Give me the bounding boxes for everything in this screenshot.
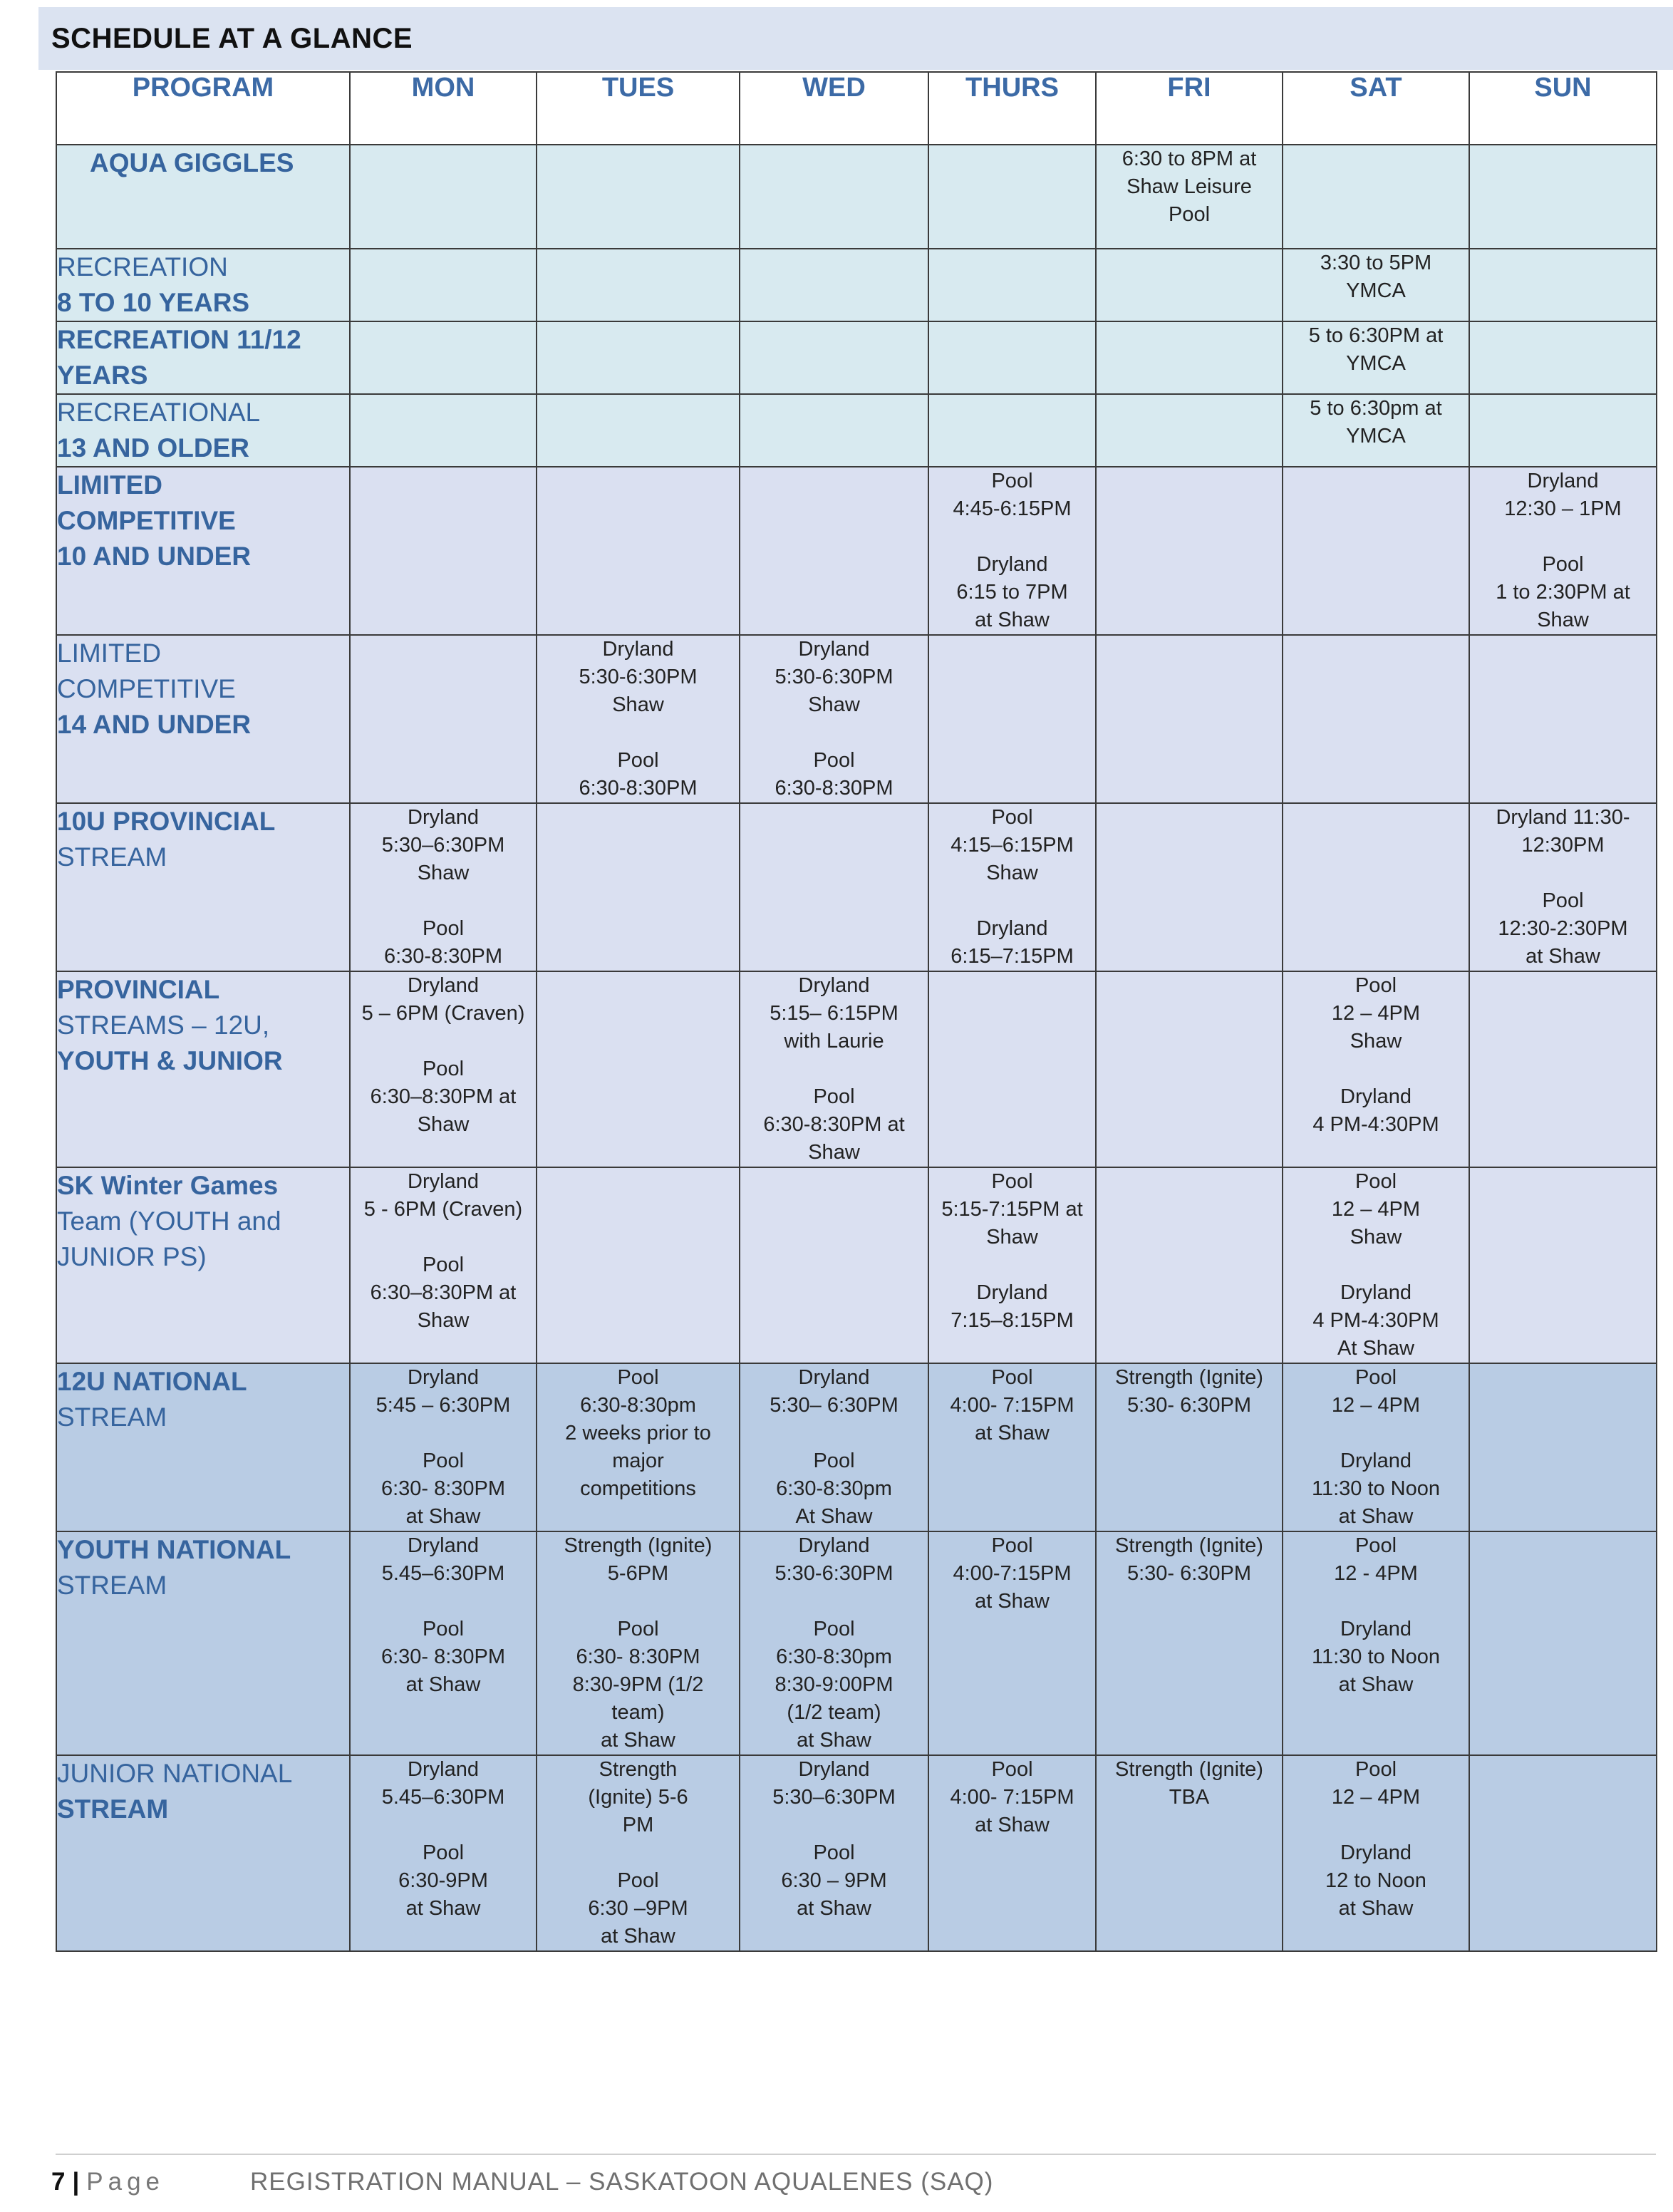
- program-line: STREAM: [57, 842, 167, 872]
- schedule-cell-tues: [537, 467, 740, 635]
- schedule-cell-sat: [1283, 803, 1469, 971]
- schedule-cell-sat: Pool 12 – 4PM Shaw Dryland 4 PM-4:30PM: [1283, 971, 1469, 1167]
- schedule-cell-sun: [1469, 1167, 1657, 1363]
- schedule-cell-mon: Dryland 5:45 – 6:30PM Pool 6:30- 8:30PM at Shaw: [350, 1363, 537, 1531]
- schedule-row: [56, 145, 1657, 249]
- schedule-cell-sat: Pool 12 – 4PM Dryland 11:30 to Noon at Shaw: [1283, 1363, 1469, 1531]
- schedule-cell-sun: [1469, 1755, 1657, 1951]
- header-sun: SUN: [1469, 72, 1657, 145]
- schedule-cell-fri: [1096, 971, 1283, 1167]
- schedule-cell-thurs: Pool 4:00- 7:15PM at Shaw: [928, 1363, 1096, 1531]
- schedule-cell-wed: [740, 249, 928, 321]
- schedule-cell-tues: Strength (Ignite) 5-6PM Pool 6:30- 8:30PM 8:30-9PM (1/2 team) at Shaw: [537, 1531, 740, 1755]
- header-mon: MON: [350, 72, 537, 145]
- schedule-cell-thurs: [928, 145, 1096, 249]
- header-thurs: THURS: [928, 72, 1096, 145]
- schedule-cell-sun: [1469, 971, 1657, 1167]
- schedule-cell-sun: [1469, 394, 1657, 467]
- schedule-cell-fri: 6:30 to 8PM at Shaw Leisure Pool: [1096, 145, 1283, 249]
- schedule-cell-sat: [1283, 145, 1469, 249]
- schedule-cell-thurs: [928, 321, 1096, 394]
- schedule-cell-thurs: Pool 4:00- 7:15PM at Shaw: [928, 1755, 1096, 1951]
- schedule-cell-wed: [740, 1167, 928, 1363]
- schedule-cell-sun: [1469, 321, 1657, 394]
- program-line: LIMITED: [57, 470, 162, 500]
- schedule-cell-thurs: [928, 635, 1096, 803]
- schedule-cell-wed: Dryland 5:15– 6:15PM with Laurie Pool 6:30-8:30PM at Shaw: [740, 971, 928, 1167]
- footer-separator: |: [72, 2168, 80, 2196]
- page-number: 7: [51, 2168, 66, 2196]
- program-line: 13 AND OLDER: [57, 433, 250, 462]
- program-line: 10U PROVINCIAL: [57, 807, 276, 836]
- schedule-cell-fri: [1096, 635, 1283, 803]
- schedule-cell-tues: [537, 971, 740, 1167]
- schedule-cell-thurs: [928, 394, 1096, 467]
- schedule-cell-wed: Dryland 5:30-6:30PM Pool 6:30-8:30pm 8:30-9:00PM (1/2 team) at Shaw: [740, 1531, 928, 1755]
- program-name: [56, 971, 350, 1167]
- program-line: SK Winter Games: [57, 1171, 279, 1200]
- program-name: [56, 321, 350, 394]
- schedule-cell-wed: [740, 803, 928, 971]
- schedule-cell-tues: Pool 6:30-8:30pm 2 weeks prior to major competitions: [537, 1363, 740, 1531]
- schedule-cell-wed: Dryland 5:30– 6:30PM Pool 6:30-8:30pm At Shaw: [740, 1363, 928, 1531]
- schedule-cell-sun: Dryland 11:30- 12:30PM Pool 12:30-2:30PM at Shaw: [1469, 803, 1657, 971]
- schedule-cell-tues: [537, 145, 740, 249]
- program-line: AQUA GIGGLES: [90, 148, 294, 177]
- footer-divider: [56, 2154, 1656, 2155]
- schedule-cell-sat: Pool 12 – 4PM Shaw Dryland 4 PM-4:30PM At Shaw: [1283, 1167, 1469, 1363]
- program-name: [56, 635, 350, 803]
- schedule-cell-sun: [1469, 635, 1657, 803]
- header-fri: FRI: [1096, 72, 1283, 145]
- schedule-row: [56, 321, 1657, 394]
- program-line: STREAM: [57, 1794, 169, 1824]
- schedule-cell-thurs: [928, 971, 1096, 1167]
- schedule-row: [56, 394, 1657, 467]
- page-footer: [51, 2168, 993, 2196]
- schedule-cell-tues: Dryland 5:30-6:30PM Shaw Pool 6:30-8:30PM: [537, 635, 740, 803]
- program-name: [56, 1363, 350, 1531]
- schedule-cell-tues: Strength (Ignite) 5-6 PM Pool 6:30 –9PM at Shaw: [537, 1755, 740, 1951]
- schedule-cell-wed: Dryland 5:30-6:30PM Shaw Pool 6:30-8:30PM: [740, 635, 928, 803]
- program-line: RECREATIONAL: [57, 398, 261, 427]
- schedule-cell-mon: [350, 321, 537, 394]
- schedule-cell-tues: [537, 394, 740, 467]
- header-wed: WED: [740, 72, 928, 145]
- schedule-cell-mon: Dryland 5.45–6:30PM Pool 6:30- 8:30PM at Shaw: [350, 1531, 537, 1755]
- schedule-row: [56, 1167, 1657, 1363]
- schedule-row: [56, 1363, 1657, 1531]
- schedule-cell-fri: [1096, 467, 1283, 635]
- program-name: [56, 803, 350, 971]
- schedule-cell-wed: [740, 394, 928, 467]
- program-line: JUNIOR PS): [57, 1242, 207, 1271]
- schedule-cell-tues: [537, 1167, 740, 1363]
- schedule-cell-fri: [1096, 394, 1283, 467]
- schedule-cell-fri: Strength (Ignite) TBA: [1096, 1755, 1283, 1951]
- schedule-cell-thurs: Pool 5:15-7:15PM at Shaw Dryland 7:15–8:15PM: [928, 1167, 1096, 1363]
- schedule-cell-sun: [1469, 1531, 1657, 1755]
- schedule-cell-sun: [1469, 1363, 1657, 1531]
- program-name: [56, 467, 350, 635]
- schedule-row: [56, 1531, 1657, 1755]
- schedule-cell-mon: [350, 145, 537, 249]
- schedule-cell-sat: Pool 12 – 4PM Dryland 12 to Noon at Shaw: [1283, 1755, 1469, 1951]
- schedule-cell-thurs: Pool 4:15–6:15PM Shaw Dryland 6:15–7:15PM: [928, 803, 1096, 971]
- program-line: 8 TO 10 YEARS: [57, 288, 250, 317]
- schedule-cell-sun: [1469, 145, 1657, 249]
- program-line: YOUTH & JUNIOR: [57, 1046, 283, 1075]
- program-line: JUNIOR NATIONAL: [57, 1759, 293, 1788]
- schedule-row: [56, 971, 1657, 1167]
- schedule-cell-sun: [1469, 249, 1657, 321]
- header-tues: TUES: [537, 72, 740, 145]
- program-line: 10 AND UNDER: [57, 542, 252, 571]
- schedule-cell-sat: [1283, 467, 1469, 635]
- program-line: YEARS: [57, 361, 148, 390]
- schedule-cell-mon: [350, 467, 537, 635]
- header-row: [56, 72, 1657, 145]
- program-line: Team (YOUTH and: [57, 1206, 281, 1236]
- schedule-cell-mon: Dryland 5:30–6:30PM Shaw Pool 6:30-8:30PM: [350, 803, 537, 971]
- program-line: COMPETITIVE: [57, 674, 236, 703]
- schedule-row: [56, 803, 1657, 971]
- schedule-cell-wed: [740, 321, 928, 394]
- schedule-cell-thurs: [928, 249, 1096, 321]
- schedule-cell-sat: 3:30 to 5PM YMCA: [1283, 249, 1469, 321]
- schedule-row: [56, 1755, 1657, 1951]
- schedule-cell-mon: [350, 249, 537, 321]
- schedule-cell-sat: Pool 12 - 4PM Dryland 11:30 to Noon at Shaw: [1283, 1531, 1469, 1755]
- schedule-row: [56, 635, 1657, 803]
- program-line: RECREATION 11/12: [57, 325, 301, 354]
- schedule-row: [56, 467, 1657, 635]
- schedule-cell-mon: Dryland 5 - 6PM (Craven) Pool 6:30–8:30PM at Shaw: [350, 1167, 537, 1363]
- program-name: [56, 394, 350, 467]
- program-line: STREAM: [57, 1571, 167, 1600]
- schedule-cell-sat: [1283, 635, 1469, 803]
- program-name: [56, 145, 350, 249]
- schedule-body: [56, 145, 1657, 1951]
- schedule-row: [56, 249, 1657, 321]
- manual-title: REGISTRATION MANUAL – SASKATOON AQUALENES (SAQ): [250, 2168, 994, 2196]
- program-name: [56, 1755, 350, 1951]
- program-line: STREAM: [57, 1402, 167, 1432]
- schedule-cell-tues: [537, 321, 740, 394]
- schedule-cell-thurs: Pool 4:00-7:15PM at Shaw: [928, 1531, 1096, 1755]
- schedule-cell-sat: 5 to 6:30PM at YMCA: [1283, 321, 1469, 394]
- schedule-cell-tues: [537, 803, 740, 971]
- schedule-cell-fri: [1096, 321, 1283, 394]
- schedule-cell-mon: Dryland 5 – 6PM (Craven) Pool 6:30–8:30PM at Shaw: [350, 971, 537, 1167]
- schedule-cell-fri: [1096, 249, 1283, 321]
- program-line: STREAMS – 12U,: [57, 1011, 270, 1040]
- program-line: COMPETITIVE: [57, 506, 236, 535]
- program-name: [56, 1531, 350, 1755]
- schedule-cell-thurs: Pool 4:45-6:15PM Dryland 6:15 to 7PM at Shaw: [928, 467, 1096, 635]
- schedule-cell-sun: Dryland 12:30 – 1PM Pool 1 to 2:30PM at Shaw: [1469, 467, 1657, 635]
- program-name: [56, 1167, 350, 1363]
- program-line: 12U NATIONAL: [57, 1367, 247, 1396]
- schedule-cell-mon: Dryland 5.45–6:30PM Pool 6:30-9PM at Shaw: [350, 1755, 537, 1951]
- header-sat: SAT: [1283, 72, 1469, 145]
- schedule-cell-mon: [350, 394, 537, 467]
- header-program: PROGRAM: [56, 72, 350, 145]
- program-line: 14 AND UNDER: [57, 710, 252, 739]
- program-line: PROVINCIAL: [57, 975, 220, 1004]
- program-line: YOUTH NATIONAL: [57, 1535, 291, 1564]
- schedule-cell-fri: [1096, 803, 1283, 971]
- page-title: SCHEDULE AT A GLANCE: [38, 7, 1673, 70]
- program-line: RECREATION: [57, 252, 228, 281]
- schedule-cell-fri: Strength (Ignite) 5:30- 6:30PM: [1096, 1363, 1283, 1531]
- schedule-cell-wed: Dryland 5:30–6:30PM Pool 6:30 – 9PM at Shaw: [740, 1755, 928, 1951]
- program-line: LIMITED: [57, 639, 161, 668]
- schedule-cell-mon: [350, 635, 537, 803]
- schedule-cell-wed: [740, 467, 928, 635]
- schedule-cell-tues: [537, 249, 740, 321]
- page-word: Page: [86, 2168, 165, 2196]
- schedule-cell-fri: Strength (Ignite) 5:30- 6:30PM: [1096, 1531, 1283, 1755]
- program-name: [56, 249, 350, 321]
- schedule-table: [56, 71, 1657, 1952]
- schedule-cell-sat: 5 to 6:30pm at YMCA: [1283, 394, 1469, 467]
- schedule-cell-fri: [1096, 1167, 1283, 1363]
- schedule-cell-wed: [740, 145, 928, 249]
